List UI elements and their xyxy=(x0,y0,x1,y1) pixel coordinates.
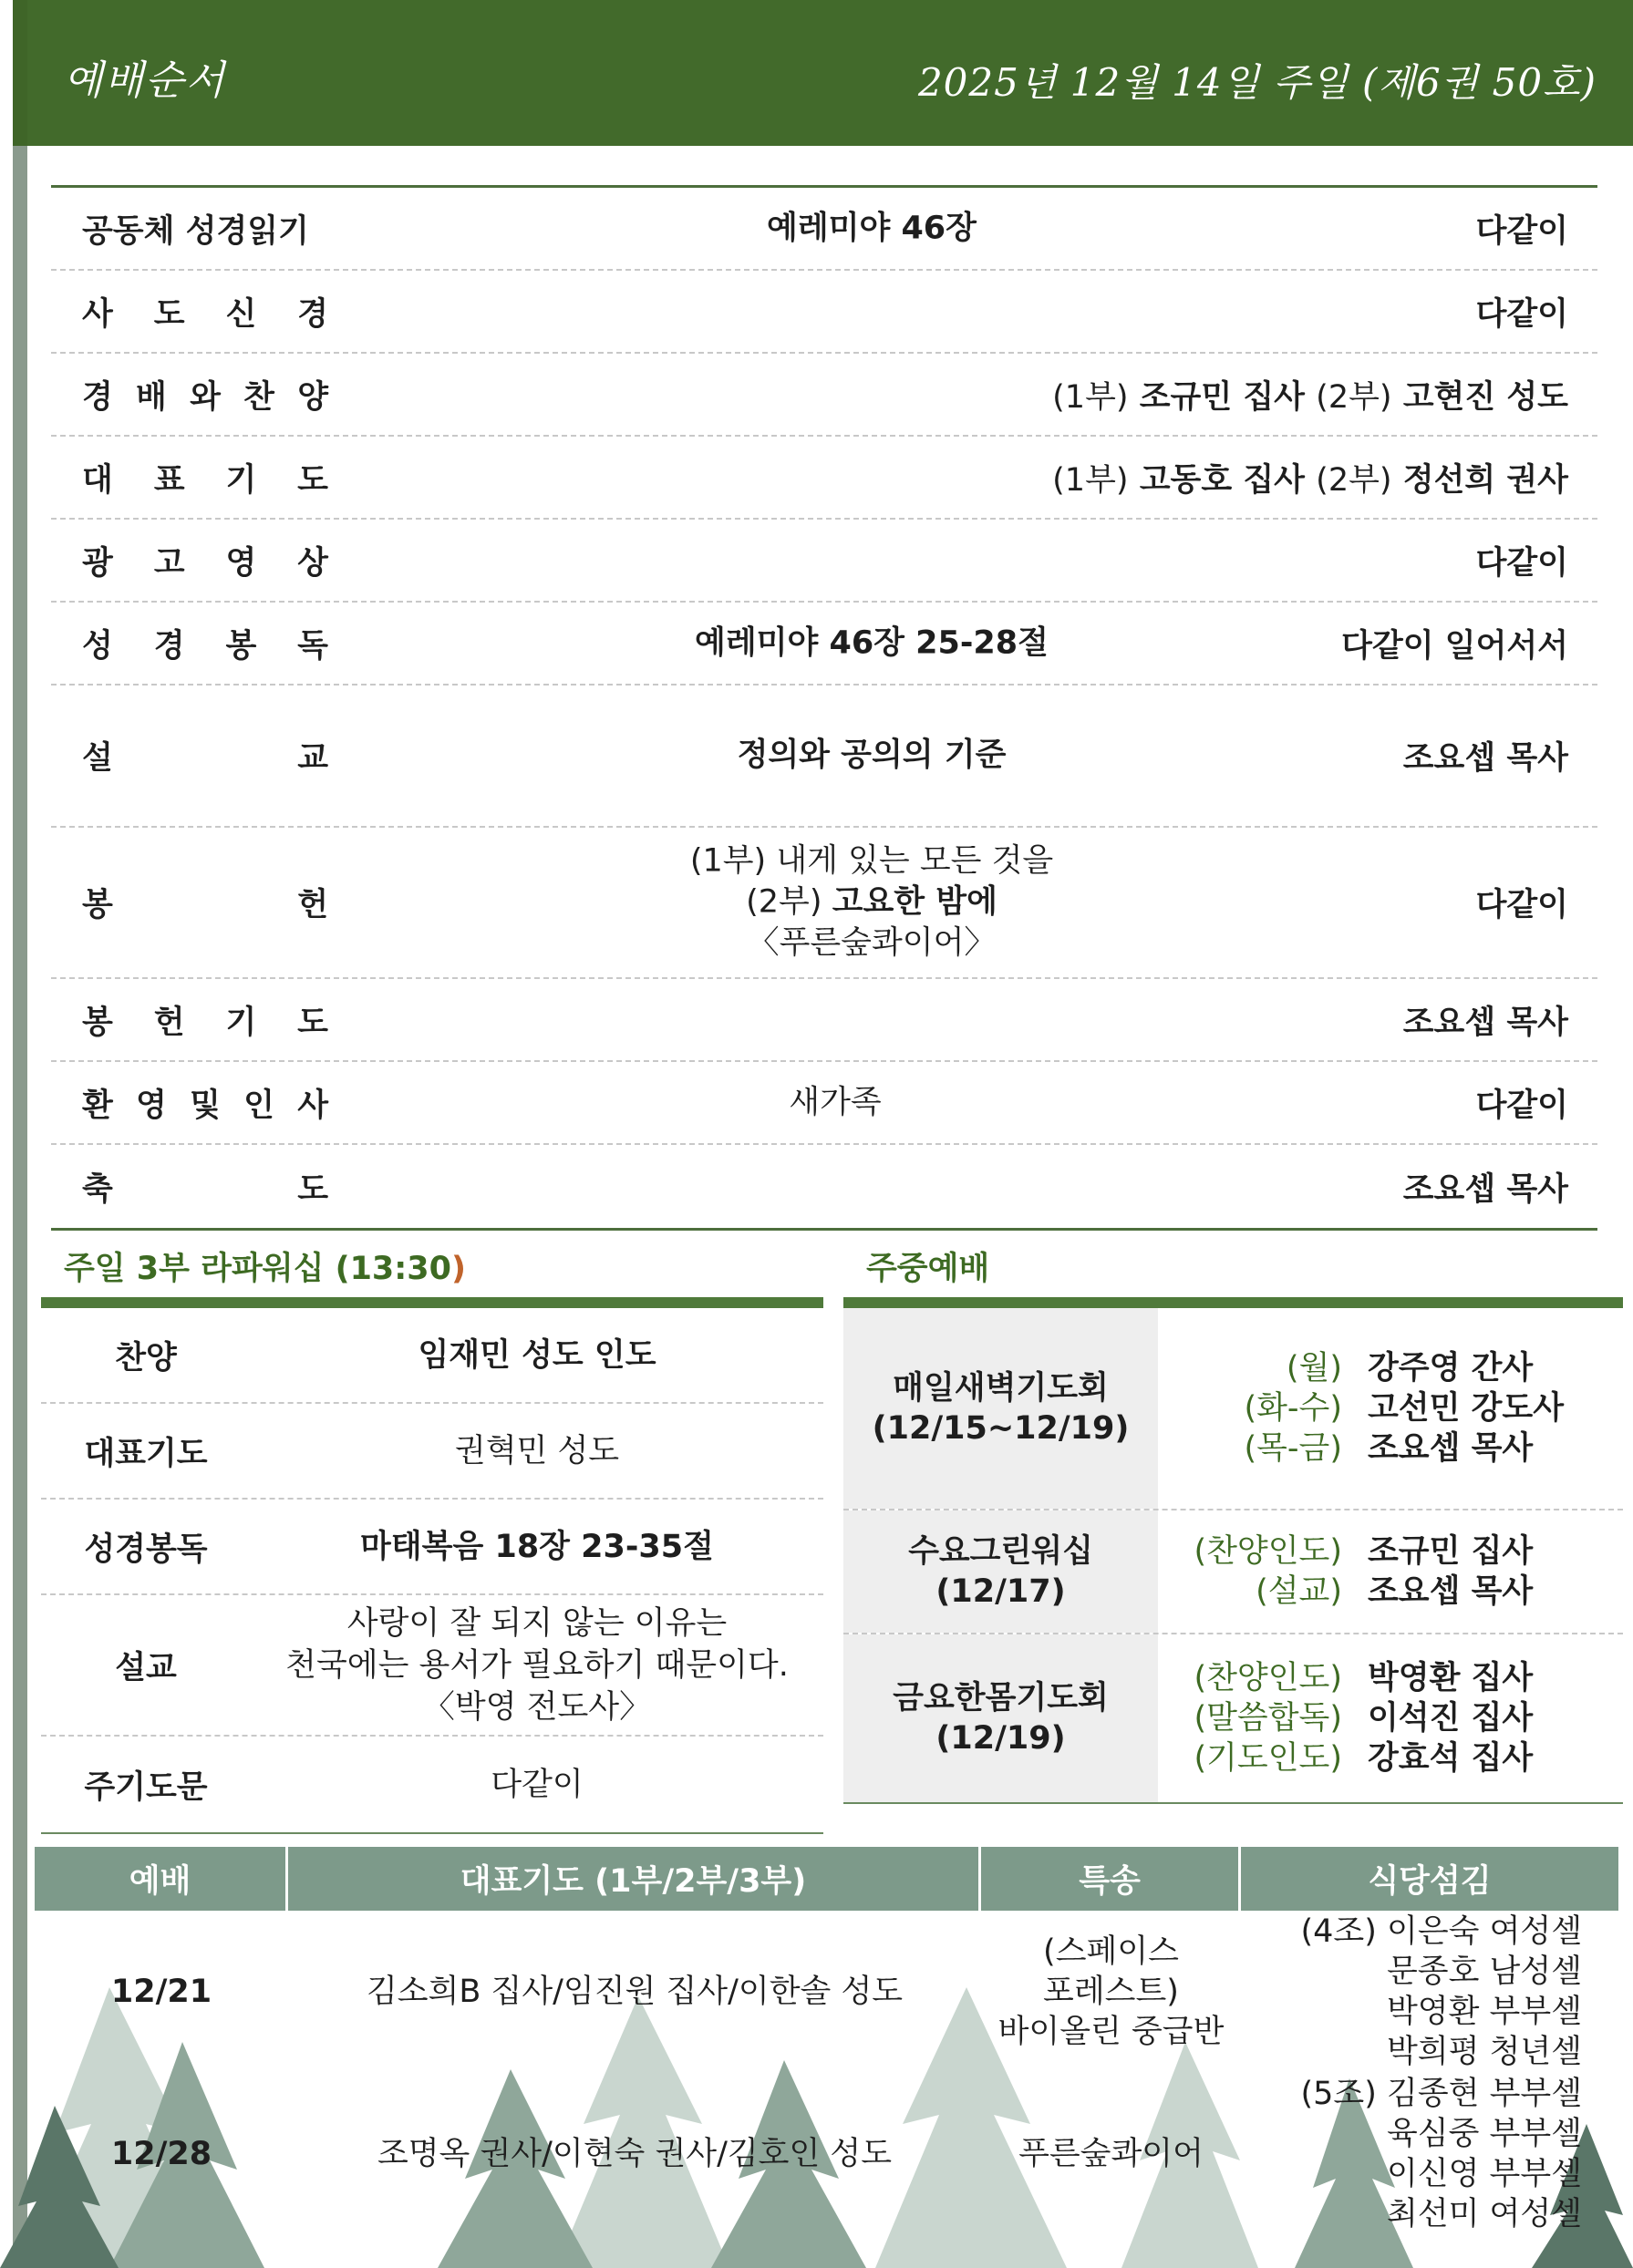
order-leader: 조요셉 목사 xyxy=(1402,1170,1568,1208)
meal-service: (4조) 이은숙 여성셀 문종호 남성셀 박영환 부부셀 박희평 청년셀 xyxy=(1300,1913,1582,2070)
special-music: (스페이스 포레스트) 바이올린 중급반 xyxy=(997,1933,1225,2050)
table-row xyxy=(35,2073,1618,2235)
order-row xyxy=(51,520,1597,603)
sermon-title: 사랑이 잘 되지 않는 이유는 천국에는 용서가 필요하기 때문이다. 〈박영 전도사〉 xyxy=(285,1604,789,1726)
order-row xyxy=(51,1062,1597,1145)
order-label: 봉 헌 기 도 xyxy=(82,1004,328,1041)
row-label: 대표기도 xyxy=(84,1435,208,1472)
table-header xyxy=(35,1847,1618,1911)
row-label: 설교 xyxy=(115,1649,177,1686)
third-service-table xyxy=(41,1297,823,1834)
order-leader: 다같이 xyxy=(1475,544,1568,582)
table-row xyxy=(41,1404,823,1500)
table-row xyxy=(41,1595,823,1737)
special-music: 푸른숲콰이어 xyxy=(1018,2136,1204,2172)
order-row xyxy=(51,686,1597,828)
order-label: 축 도 xyxy=(82,1170,328,1208)
order-label: 광 고 영 상 xyxy=(82,544,328,582)
order-leader: 다같이 xyxy=(1475,887,1568,923)
row-label: 성경봉독 xyxy=(84,1531,208,1568)
service-name: 매일새벽기도회 (12/15~12/19) xyxy=(843,1308,1158,1509)
order-leader: 다같이 xyxy=(1475,1087,1568,1124)
order-label: 경 배 와 찬 양 xyxy=(82,378,328,416)
order-row xyxy=(51,437,1597,520)
order-content: 새가족 xyxy=(789,1084,882,1120)
order-row xyxy=(51,354,1597,437)
service-date: 12/21 xyxy=(110,1974,212,2010)
service-leaders: (찬양인도) 조규민 집사 (설교) 조요셉 목사 xyxy=(1194,1533,1534,1610)
column-header: 식당섬김 xyxy=(1368,1863,1492,1900)
schedule-table xyxy=(35,1847,1618,2235)
service-name: 수요그린워십 (12/17) xyxy=(843,1510,1158,1633)
prayer-leaders: 김소희B 집사/임진원 집사/이한솔 성도 xyxy=(366,1974,904,2010)
table-row xyxy=(843,1308,1623,1510)
service-leaders: (찬양인도) 박영환 집사 (말씀합독) 이석진 집사 (기도인도) 강효석 집사 xyxy=(1194,1660,1534,1777)
table-row xyxy=(41,1500,823,1595)
order-label: 환 영 및 인 사 xyxy=(82,1087,328,1124)
order-label: 봉 헌 xyxy=(82,887,328,923)
offering-songs: (1부) 내게 있는 모든 것을 (2부) 고요한 밤에 〈푸른숲콰이어〉 xyxy=(689,842,1054,962)
order-leader: 조요셉 목사 xyxy=(1402,740,1568,777)
table-row xyxy=(843,1510,1623,1634)
order-label: 성 경 봉 독 xyxy=(82,627,328,665)
order-row xyxy=(51,828,1597,979)
service-leaders: (월) 강주영 간사 (화-수) 고선민 강도사 (목-금) 조요셉 목사 xyxy=(1244,1350,1565,1467)
order-row xyxy=(51,603,1597,686)
order-row xyxy=(51,979,1597,1062)
prayer-leaders: 조명옥 권사/이현숙 권사/김호인 성도 xyxy=(377,2136,893,2172)
order-label: 사 도 신 경 xyxy=(82,295,328,333)
order-leader: (1부) 조규민 집사 (2부) 고현진 성도 xyxy=(1052,378,1568,416)
row-label: 찬양 xyxy=(115,1339,177,1376)
row-value: 다같이 xyxy=(491,1766,584,1803)
order-leader: (1부) 고동호 집사 (2부) 정선희 권사 xyxy=(1052,461,1568,499)
third-service-title: 주일 3부 라파워십 (13:30) xyxy=(64,1251,466,1287)
order-label: 공동체 성경읽기 xyxy=(82,212,309,250)
weekday-services-title: 주중예배 xyxy=(866,1251,990,1287)
meal-service: (5조) 김종현 부부셀 육심중 부부셀 이신영 부부셀 최선미 여성셀 xyxy=(1300,2076,1582,2232)
table-row xyxy=(843,1634,1623,1802)
order-content: 예레미야 46장 xyxy=(767,210,977,246)
page-title: 예배순서 xyxy=(64,57,227,104)
weekday-services-table xyxy=(843,1297,1623,1804)
order-leader: 조요셉 목사 xyxy=(1402,1004,1568,1041)
order-label: 설 교 xyxy=(82,740,328,777)
row-label: 주기도문 xyxy=(84,1768,208,1806)
order-content: 예레미야 46장 25-28절 xyxy=(695,624,1049,661)
sermon-title: 정의와 공의의 기준 xyxy=(737,737,1007,774)
row-value: 임재민 성도 인도 xyxy=(418,1336,656,1374)
row-value: 권혁민 성도 xyxy=(454,1432,620,1469)
table-row xyxy=(41,1308,823,1404)
side-bar-top xyxy=(13,0,27,146)
service-name: 금요한몸기도회 (12/19) xyxy=(843,1634,1158,1802)
table-row xyxy=(41,1737,823,1832)
order-row xyxy=(51,271,1597,354)
service-date: 12/28 xyxy=(110,2136,212,2172)
order-leader: 다같이 일어서서 xyxy=(1341,627,1568,665)
order-row xyxy=(51,1145,1597,1228)
order-label: 대 표 기 도 xyxy=(82,461,328,499)
bulletin-date: 2025년 12월 14일 주일 (제6권 50호) xyxy=(917,60,1597,105)
column-header: 대표기도 (1부/2부/3부) xyxy=(288,1847,981,1911)
worship-order-table xyxy=(51,185,1597,1231)
column-header: 예배 xyxy=(35,1847,288,1911)
header xyxy=(27,0,1633,146)
table-row xyxy=(35,1911,1618,2073)
column-header: 특송 xyxy=(981,1847,1241,1911)
row-value: 마태복음 18장 23-35절 xyxy=(360,1528,714,1565)
side-bar xyxy=(13,0,27,2268)
order-row xyxy=(51,188,1597,271)
order-leader: 다같이 xyxy=(1475,295,1568,333)
order-leader: 다같이 xyxy=(1475,212,1568,250)
